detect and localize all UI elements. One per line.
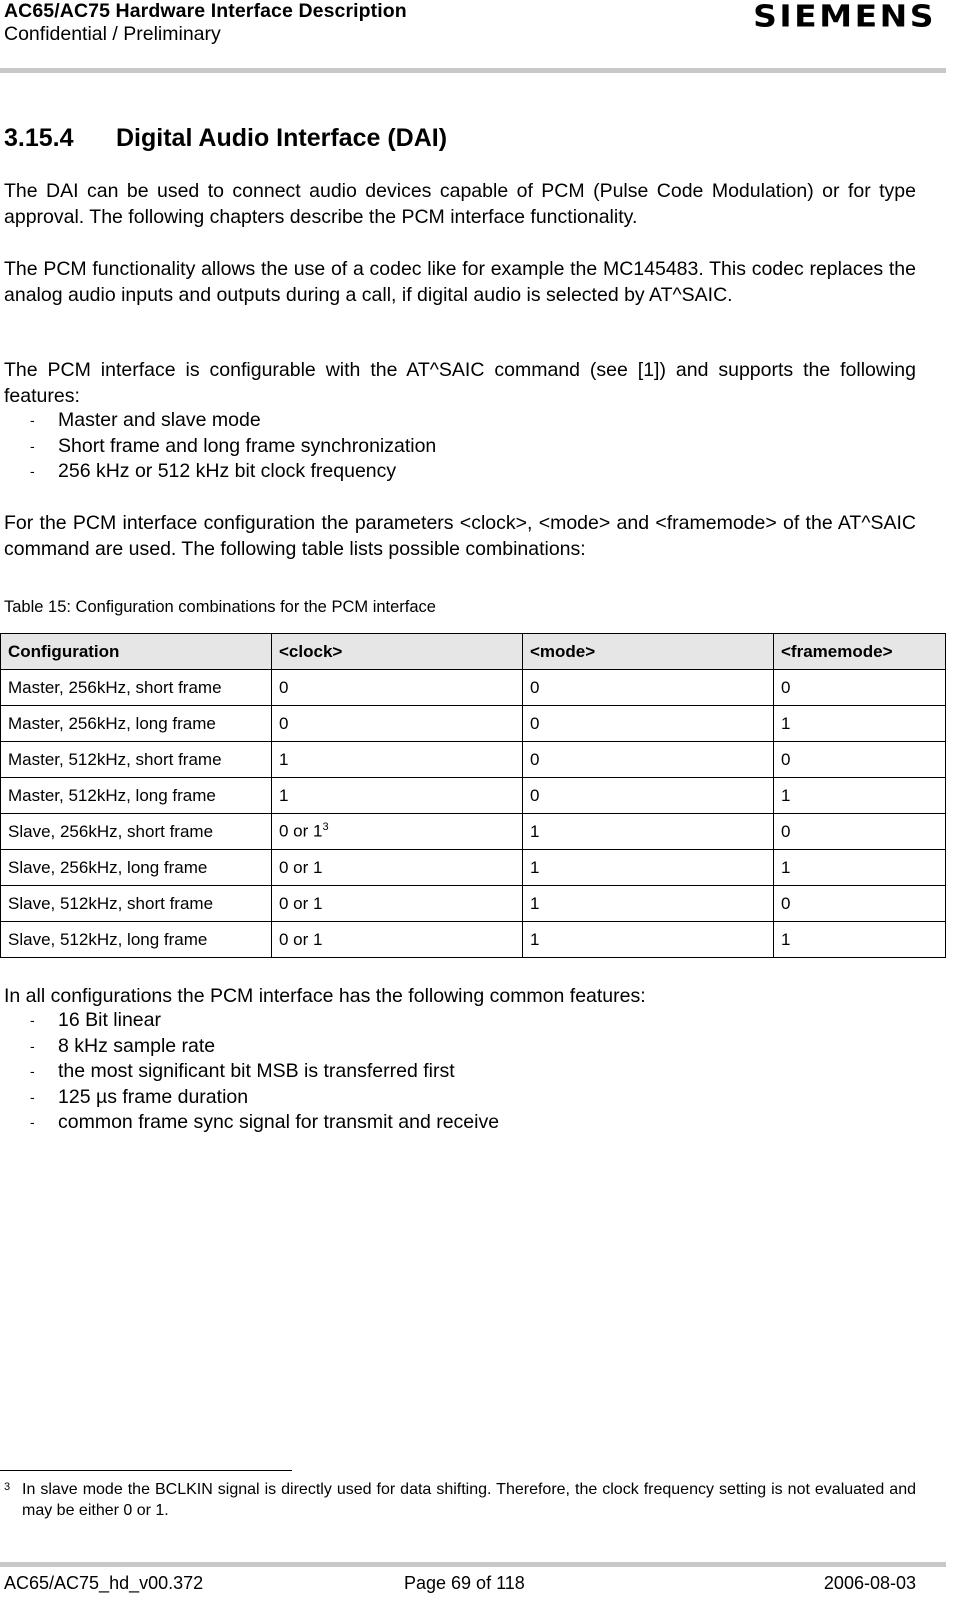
column-header-configuration: Configuration <box>1 634 272 670</box>
cell-configuration: Master, 256kHz, short frame <box>1 670 272 706</box>
paragraph-features-intro: The PCM interface is configurable with the AT^SAIC command (see [1]) and supports the following features: <box>4 359 916 407</box>
bullet-dash: - <box>30 1088 35 1105</box>
cell-mode: 1 <box>523 814 774 850</box>
section-title: Digital Audio Interface (DAI) <box>116 124 448 152</box>
bullet-dash: - <box>30 463 35 479</box>
cell-configuration: Slave, 256kHz, long frame <box>1 850 272 886</box>
cell-configuration: Slave, 512kHz, long frame <box>1 922 272 958</box>
list-item: - 8 kHz sample rate <box>30 1034 499 1060</box>
table-row <box>1 850 946 886</box>
cell-configuration: Slave, 256kHz, short frame <box>1 814 272 850</box>
paragraph-intro: The DAI can be used to connect audio devices capable of PCM (Pulse Code Modulation) or for type approval. The following chapters describe the PCM interface functionality. <box>4 180 916 228</box>
section-number: 3.15.4 <box>4 124 74 152</box>
cell-framemode: 0 <box>774 670 946 706</box>
cell-mode: 1 <box>523 886 774 922</box>
table-header-row <box>1 634 946 670</box>
list-item: - common frame sync signal for transmit and receive <box>30 1110 499 1136</box>
table-caption: Table 15: Configuration combinations for the PCM interface <box>4 598 436 616</box>
cell-framemode: 1 <box>774 706 946 742</box>
paragraph-common-features: In all configurations the PCM interface has the following common features: <box>4 985 646 1007</box>
bullet-dash: - <box>30 412 35 428</box>
document-title: AC65/AC75 Hardware Interface Description <box>4 0 407 22</box>
header-divider <box>0 68 946 73</box>
paragraph-parameters: For the PCM interface configuration the parameters <clock>, <mode> and <framemode> of the AT^SAIC command are used. The following table lists possible combinations: <box>4 512 916 560</box>
table-row <box>1 670 946 706</box>
footer-divider <box>0 1562 946 1567</box>
cell-clock: 1 <box>272 742 523 778</box>
cell-configuration: Master, 512kHz, long frame <box>1 778 272 814</box>
cell-mode: 0 <box>523 706 774 742</box>
table-row <box>1 706 946 742</box>
list-item: - 256 kHz or 512 kHz bit clock frequency <box>30 459 436 485</box>
cell-mode: 0 <box>523 742 774 778</box>
footnote-reference: 3 <box>322 821 329 834</box>
cell-framemode: 1 <box>774 922 946 958</box>
cell-mode: 0 <box>523 670 774 706</box>
footer-date: 2006-08-03 <box>823 1573 916 1593</box>
cell-configuration: Slave, 512kHz, short frame <box>1 886 272 922</box>
pcm-configuration-table <box>0 633 946 958</box>
cell-clock: 0 or 1 <box>272 850 523 886</box>
list-item: - the most significant bit MSB is transferred first <box>30 1059 499 1085</box>
section-heading <box>4 124 447 153</box>
cell-framemode: 1 <box>774 778 946 814</box>
cell-framemode: 0 <box>774 814 946 850</box>
footnote <box>4 1479 916 1521</box>
cell-clock: 0 or 1 <box>272 922 523 958</box>
cell-framemode: 0 <box>774 886 946 922</box>
feature-list <box>30 408 436 485</box>
paragraph-codec: The PCM functionality allows the use of a codec like for example the MC145483. This codec replaces the analog audio inputs and outputs during a call, if digital audio is selected by AT^SAIC. <box>4 258 916 306</box>
column-header-framemode: <framemode> <box>774 634 946 670</box>
footnote-separator <box>0 1470 292 1471</box>
list-item: - 125 µs frame duration <box>30 1085 499 1111</box>
footnote-text: In slave mode the BCLKIN signal is directly used for data shifting. Therefore, the clock frequency setting is not evaluated and may be either 0 or 1. <box>22 1481 916 1519</box>
column-header-mode: <mode> <box>523 634 774 670</box>
siemens-logo: SIEMENS <box>753 0 936 34</box>
document-subtitle: Confidential / Preliminary <box>4 23 221 45</box>
cell-framemode: 1 <box>774 850 946 886</box>
cell-clock: 0 <box>272 670 523 706</box>
common-feature-list <box>30 1008 499 1136</box>
cell-clock: 0 or 1 <box>272 886 523 922</box>
table-row <box>1 814 946 850</box>
list-item: - Master and slave mode <box>30 408 436 434</box>
table-row <box>1 922 946 958</box>
footer-page-number: Page 69 of 118 <box>404 1573 525 1593</box>
bullet-dash: - <box>30 1114 35 1130</box>
bullet-dash: - <box>30 1037 35 1054</box>
cell-mode: 0 <box>523 778 774 814</box>
list-item: - Short frame and long frame synchronization <box>30 434 436 460</box>
footer-doc-id: AC65/AC75_hd_v00.372 <box>4 1573 204 1593</box>
list-item: - 16 Bit linear <box>30 1008 499 1034</box>
cell-clock: 1 <box>272 778 523 814</box>
cell-mode: 1 <box>523 922 774 958</box>
cell-framemode: 0 <box>774 742 946 778</box>
bullet-dash: - <box>30 437 35 454</box>
bullet-dash: - <box>30 1012 35 1028</box>
bullet-dash: - <box>30 1063 35 1079</box>
cell-clock: 0 <box>272 706 523 742</box>
table-row <box>1 742 946 778</box>
cell-mode: 1 <box>523 850 774 886</box>
table-row <box>1 886 946 922</box>
table-row <box>1 778 946 814</box>
cell-clock: 0 or $1^3$ <box>272 814 523 850</box>
footnote-marker: 3 <box>4 1481 11 1493</box>
column-header-clock: <clock> <box>272 634 523 670</box>
cell-configuration: Master, 512kHz, short frame <box>1 742 272 778</box>
cell-configuration: Master, 256kHz, long frame <box>1 706 272 742</box>
